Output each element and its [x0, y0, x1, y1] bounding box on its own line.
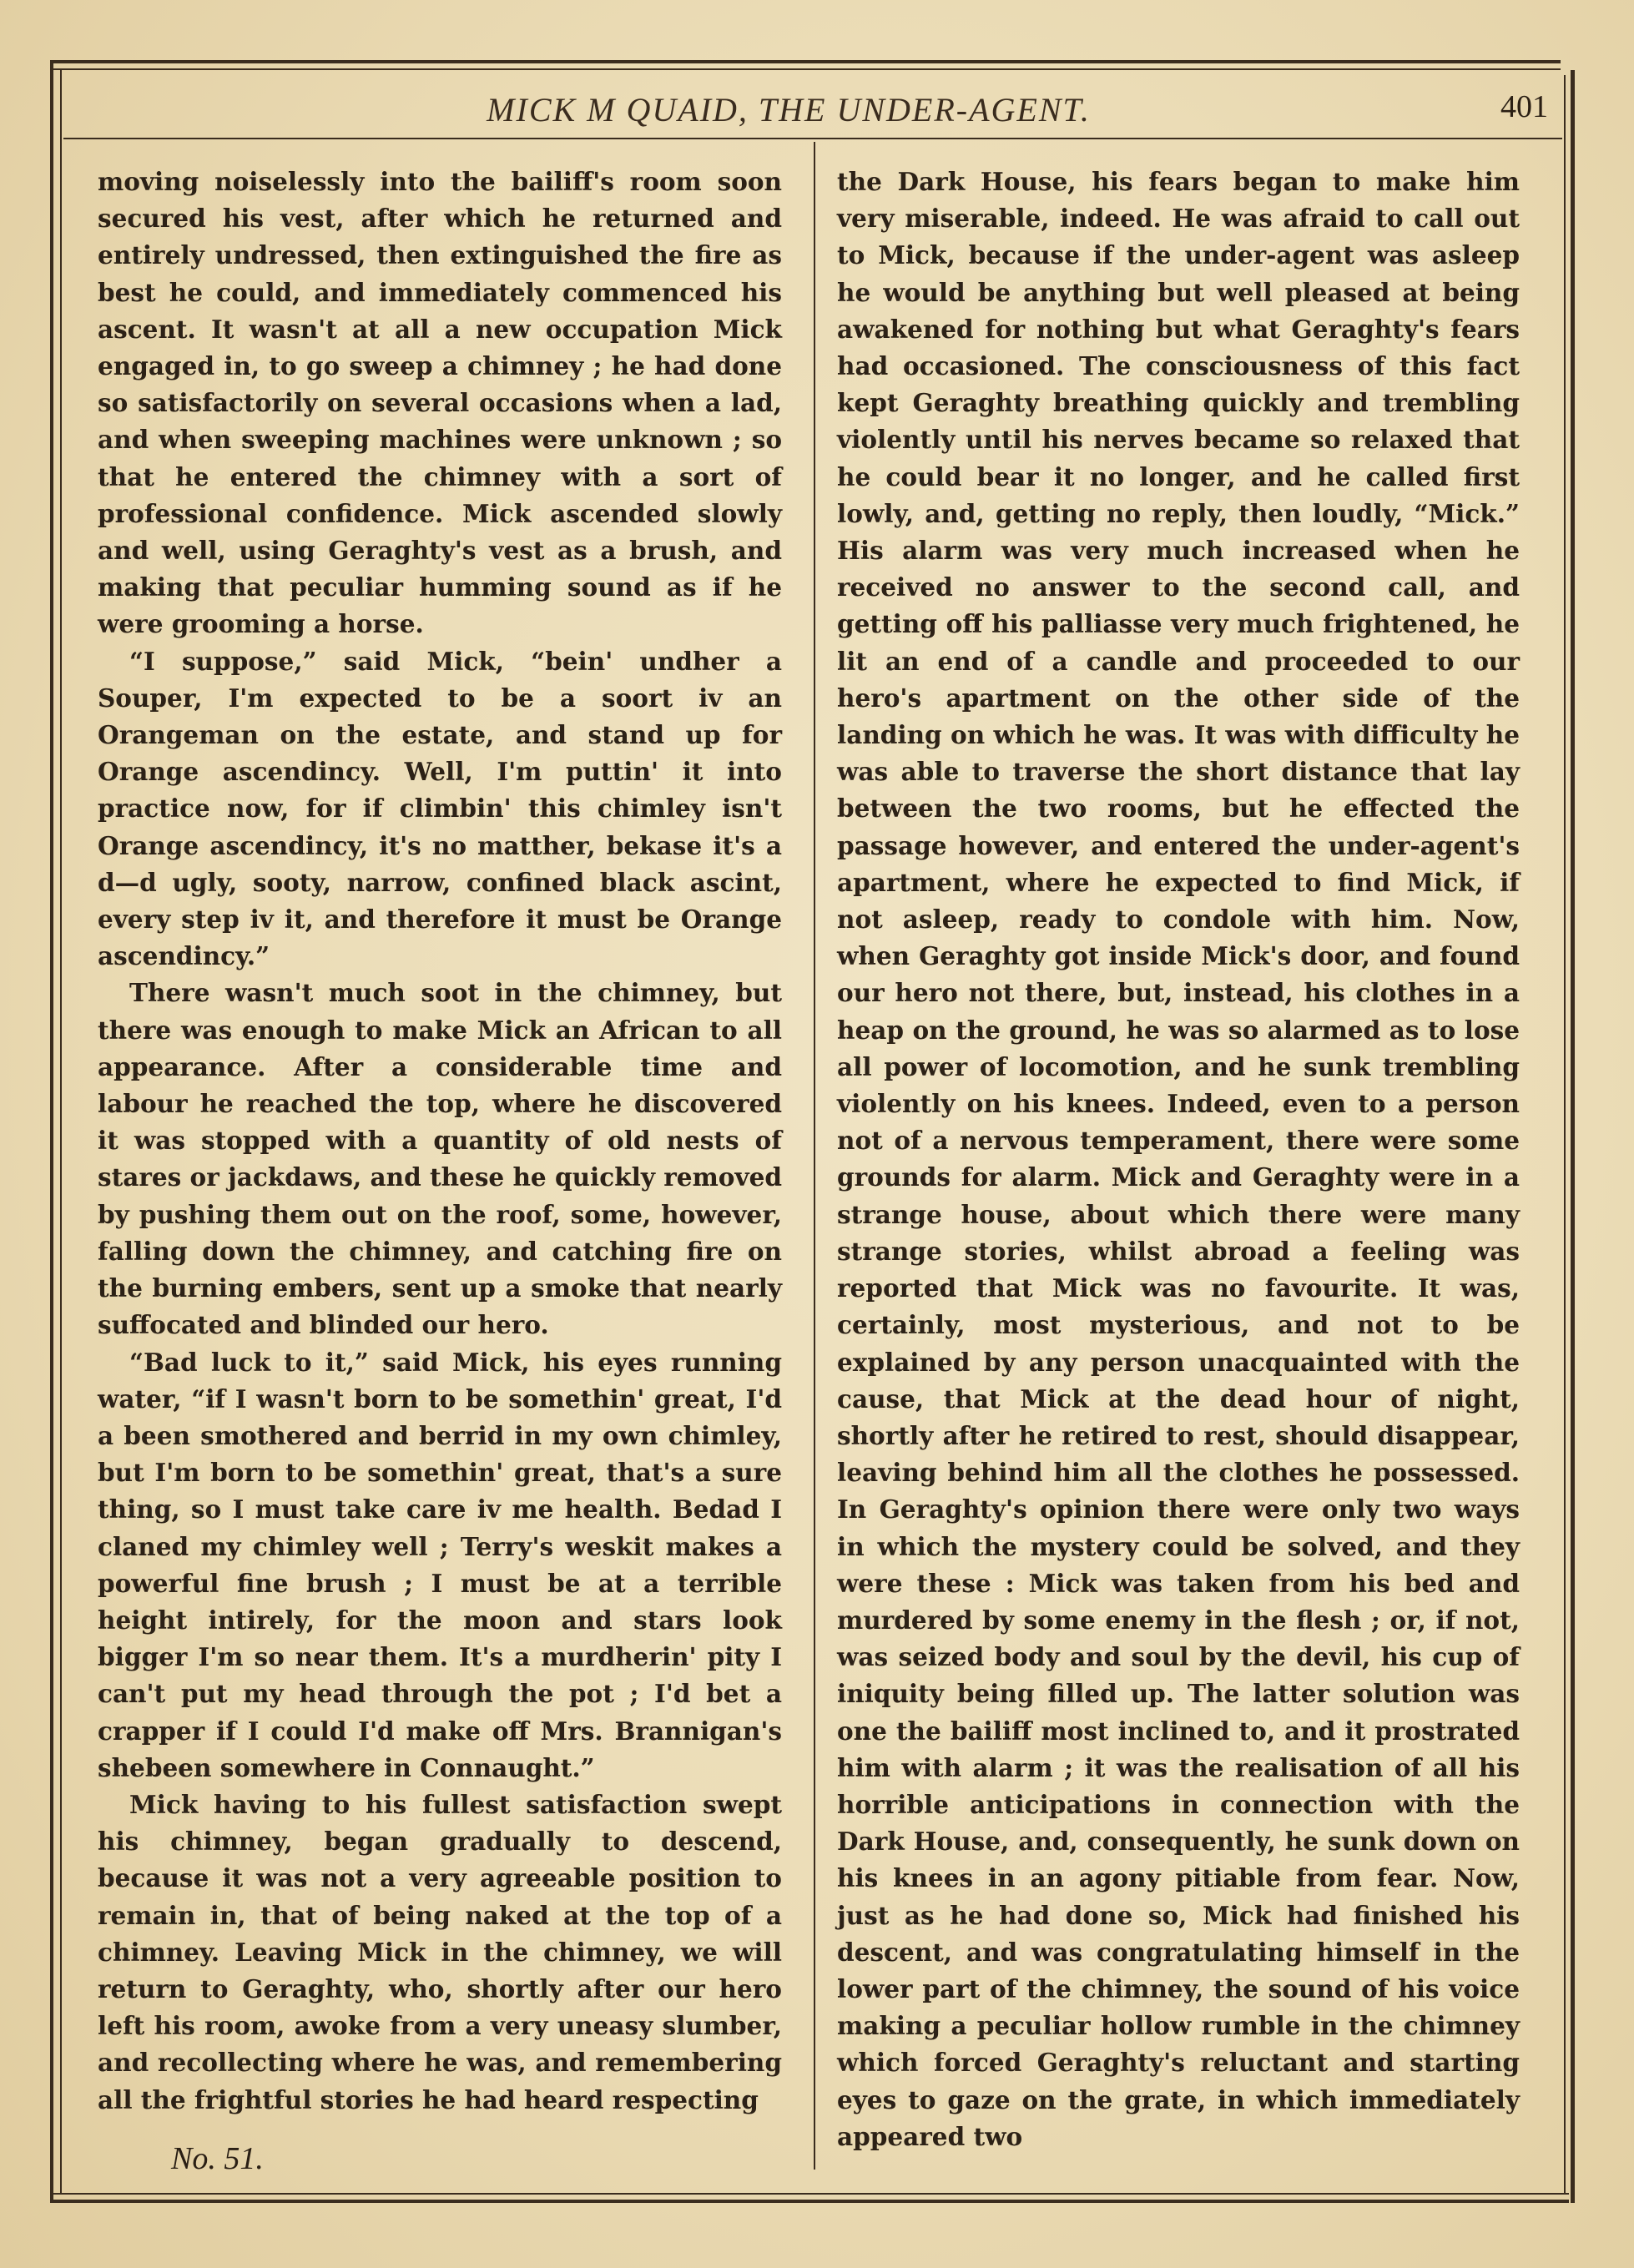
- top-border-rule: [50, 60, 1561, 63]
- paragraph: There wasn't much soot in the chimney, but there was enough to make Mick an African to all appearance. After a considerable time and labour he reached the top, where he discovered it was stopped with a quantity of old nests of stares or jackdaws, and these he quickly removed by pushing them out on the roof, some, however, falling down the chimney, and catching fire on the burning embers, sent up a smoke that nearly suffocated and blinded our hero.: [98, 978, 782, 1340]
- right-border-rule: [1571, 70, 1575, 2203]
- bottom-border-inner-rule: [50, 2193, 1569, 2195]
- paragraph: moving noiselessly into the bailiff's room soon secured his vest, after which he returned and entirely undressed, then extinguished the fire as best he could, and immediately commenced his ascent. It wasn't at all a new occupation Mick engaged in, to go sweep a chimney ; he had done so satisfactorily on several occasions when a lad, and when sweeping machines were unknown ; so that he entered the chimney with a sort of professional confidence. Mick ascended slowly and well, using Geraghty's vest as a brush, and making that peculiar humming sound as if he were grooming a horse.: [98, 167, 782, 639]
- paragraph: the Dark House, his fears began to make him very miserable, indeed. He was afraid to call out to Mick, because if the under-agent was asleep he would be anything but well pleased at being awakened for nothing but what Geraghty's fears had occasioned. The consciousness of this fact kept Geraghty breathing quickly and trembling violently until his nerves became so relaxed that he could bear it no longer, and he called first lowly, and, getting no reply, then loudly, “Mick.” His alarm was very much increased when he received no answer to the second call, and getting off his palliasse very much frightened, he lit an end of a candle and proceeded to our hero's apartment on the other side of the landing on which he was. It was with difficulty he was able to traverse the short distance that lay between the two rooms, but he effected the passage however, and entered the under-agent's apartment, where he expected to find Mick, if not asleep, ready to condole with him. Now, when Geraghty got inside Mick's door, and found our hero not there, but, instead, his clothes in a heap on the ground, he was so alarmed as to lose all power of locomotion, and he sunk trembling violently on his knees. Indeed, even to a person not of a nervous temperament, there were some grounds for alarm. Mick and Geraghty were in a strange house, about which there were many strange stories, whilst abroad a feeling was reported that Mick was no favourite. It was, certainly, most mysterious, and not to be explained by any person unacquainted with the cause, that Mick at the dead hour of night, shortly after he retired to rest, should disappear, leaving behind him all the clothes he possessed. In Geraghty's opinion there were only two ways in which the mystery could be solved, and they were these : Mick was taken from his bed and murdered by some enemy in the flesh ; or, if not, was seized body and soul by the devil, his cup of iniquity being filled up. The latter solution was one the bailiff most inclined to, and it prostrated him with alarm ; it was the realisation of all his horrible anticipations in connection with the Dark House, and, consequently, he sunk down on his knees in an agony pitiable from fear. Now, just as he had done so, Mick had finished his descent, and was congratulating himself in the lower part of the chimney, the sound of his voice making a peculiar hollow rumble in the chimney which forced Geraghty's reluctant and starting eyes to gaze on the grate, in which immediately appeared two: [837, 167, 1520, 2151]
- paragraph: “Bad luck to it,” said Mick, his eyes running water, “if I wasn't born to be somethin' great, I'd a been smothered and berrid in my own chimley, but I'm born to be somethin' great, that's a sure thing, so I must take care iv me health. Bedad I claned my chimley well ; Terry's weskit makes a powerful fine brush ; I must be at a terrible height intirely, for the moon and stars look bigger I'm so near them. It's a murdherin' pity I can't put my head through the pot ; I'd bet a crapper if I could I'd make off Mrs. Brannigan's shebeen somewhere in Connaught.”: [98, 1347, 782, 1782]
- right-border-inner-rule: [1564, 75, 1566, 2195]
- column-divider: [814, 142, 815, 2170]
- left-border-rule: [50, 60, 53, 2203]
- header-rule: [63, 138, 1562, 139]
- paragraph: “I suppose,” said Mick, “bein' undher a Souper, I'm expected to be a soort iv an Orangeman on the estate, and stand up for Orange ascendincy. Well, I'm puttin' it into practice now, for if climbin' this chimley isn't Orange ascendincy, it's no matther, bekase it's a d—d ugly, sooty, narrow, confined black ascint, every step iv it, and therefore it must be Orange ascendincy.”: [98, 646, 782, 971]
- left-border-inner-rule: [60, 68, 62, 2195]
- right-column: [837, 164, 1520, 2155]
- page-number: 401: [1500, 89, 1548, 124]
- paragraph: Mick having to his fullest satisfaction swept his chimney, began gradually to descend, because it was not a very agreeable position to remain in, that of being naked at the top of a chimney. Leaving Mick in the chimney, we will return to Geraghty, who, shortly after our hero left his room, awoke from a very uneasy slumber, and recollecting where he was, and remembering all the frightful stories he had heard respecting: [98, 1789, 782, 2114]
- issue-number: No. 51.: [171, 2141, 264, 2176]
- running-title: MICK M QUAID, THE UNDER-AGENT.: [487, 91, 1091, 129]
- bottom-border-rule: [50, 2200, 1569, 2203]
- left-column: [98, 164, 782, 2119]
- top-border-inner-rule: [50, 68, 1561, 70]
